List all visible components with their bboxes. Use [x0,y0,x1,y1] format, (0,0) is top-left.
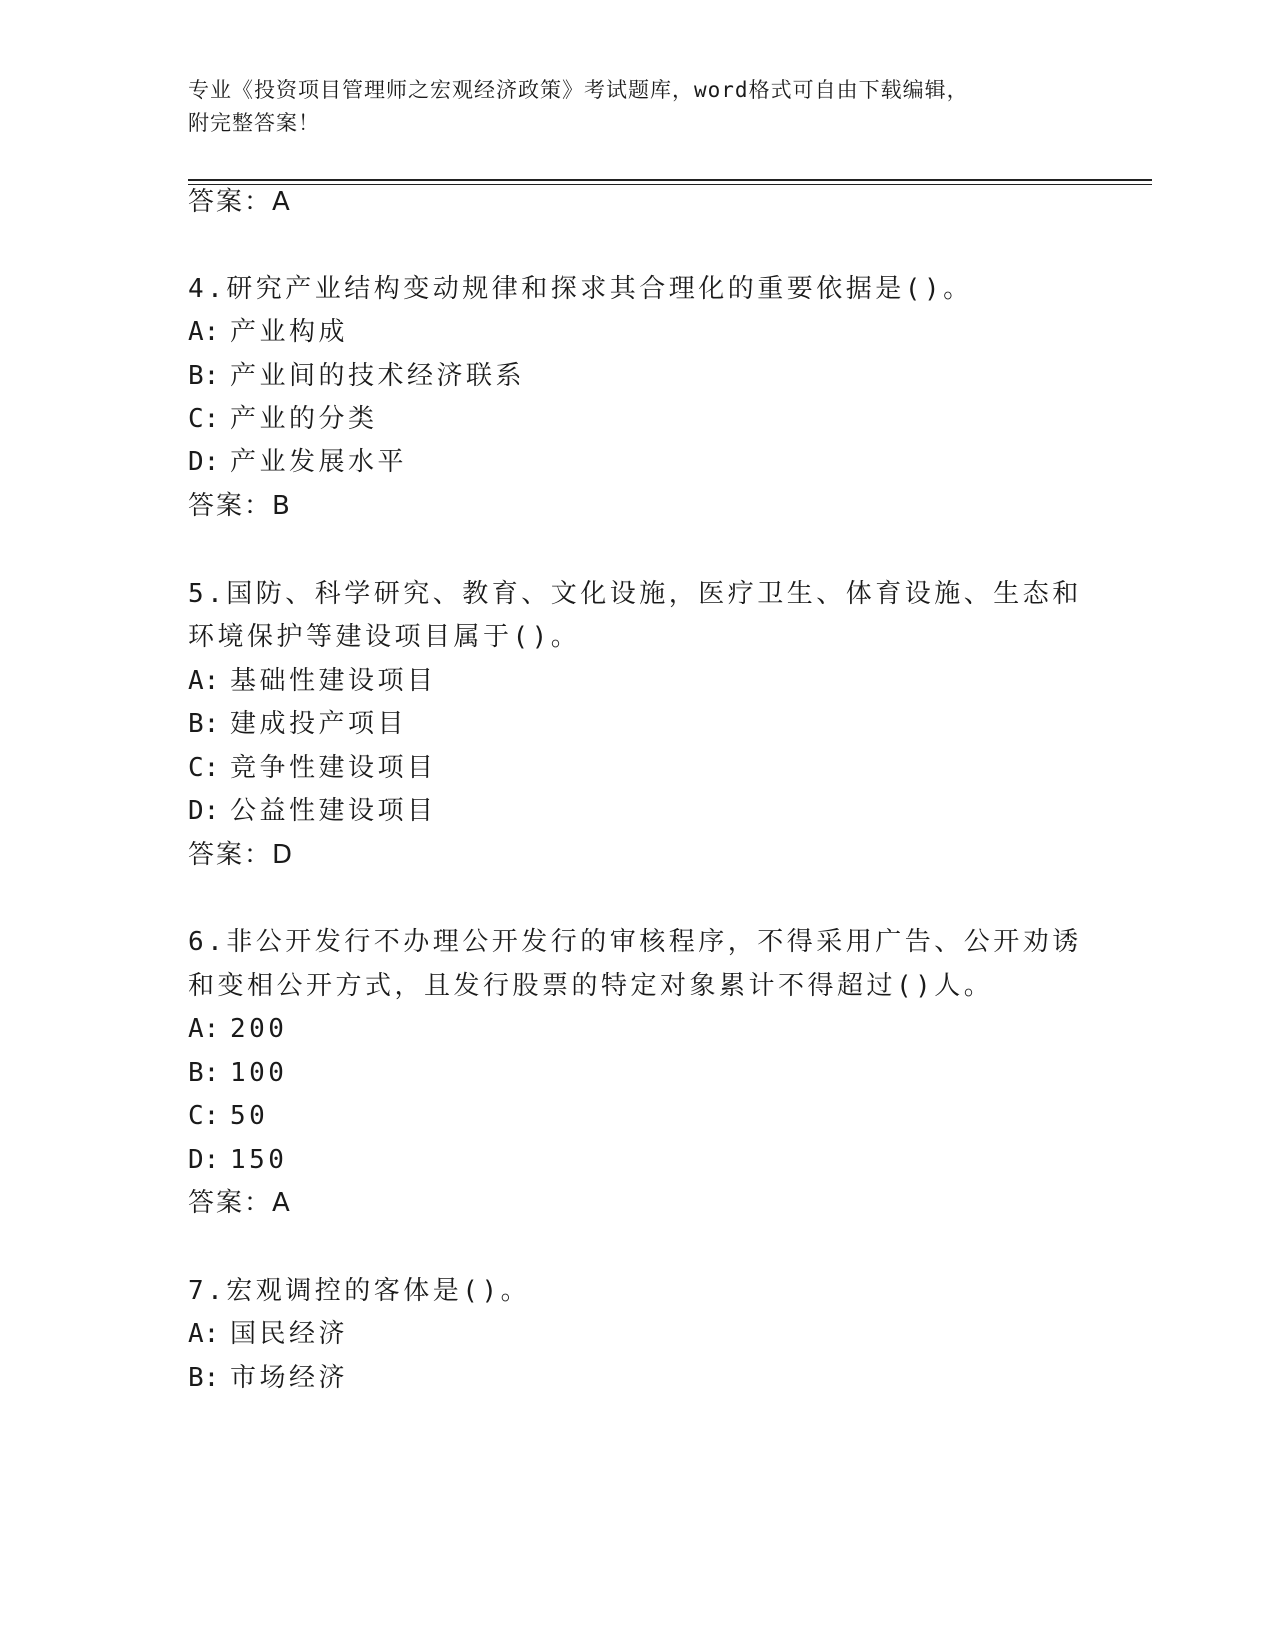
option-text: 50 [230,1101,269,1131]
answer-label: 答案： [188,840,273,870]
question-4-stem: 4.研究产业结构变动规律和探求其合理化的重要依据是()。 [188,274,973,304]
option-text: 国民经济 [230,1319,349,1349]
option-key: A: [188,317,220,347]
answer-label: 答案： [188,187,273,217]
question-6-stem-line-1: 6.非公开发行不办理公开发行的审核程序，不得采用广告、公开劝诱 [188,927,1082,957]
answer-value: A [272,1188,291,1218]
question-6-option-c [188,1098,268,1134]
question-6-option-b [188,1055,287,1091]
option-text: 公益性建设项目 [230,796,437,826]
option-key: C: [188,404,220,434]
answer-label: 答案： [188,1188,273,1218]
question-4-option-b [188,358,525,394]
question-6-option-a [188,1011,287,1047]
option-key: B: [188,1363,220,1393]
question-7-option-b [188,1360,348,1396]
answer-value: A [272,187,291,217]
answer-value: B [272,491,291,521]
option-key: A: [188,1319,220,1349]
option-key: D: [188,447,220,477]
question-4-answer [188,488,291,524]
option-key: D: [188,1145,220,1175]
question-6-answer [188,1185,291,1221]
question-5-stem-line-2: 环境保护等建设项目属于()。 [188,622,581,652]
option-key: C: [188,753,220,783]
option-text: 产业的分类 [230,404,378,434]
question-4-option-a [188,314,348,350]
option-text: 150 [230,1145,288,1175]
option-text: 100 [230,1058,288,1088]
option-text: 竞争性建设项目 [230,753,437,783]
question-4-option-d [188,444,407,480]
question-7-stem: 7.宏观调控的客体是()。 [188,1276,531,1306]
question-5-stem-line-1: 5.国防、科学研究、教育、文化设施，医疗卫生、体育设施、生态和 [188,579,1082,609]
option-key: D: [188,796,220,826]
option-text: 产业发展水平 [230,447,408,477]
option-text: 200 [230,1014,288,1044]
question-6-stem-line-2: 和变相公开方式，且发行股票的特定对象累计不得超过()人。 [188,971,994,1001]
option-text: 建成投产项目 [230,709,408,739]
question-5-answer [188,837,293,873]
document-header [188,74,1078,140]
option-key: B: [188,709,220,739]
question-5-option-d [188,793,437,829]
question-5-option-a [188,663,437,699]
option-key: C: [188,1101,220,1131]
question-5-option-c [188,750,437,786]
header-divider-thin [188,184,1152,185]
option-key: B: [188,361,220,391]
option-key: B: [188,1058,220,1088]
question-4-option-c [188,401,378,437]
question-5-option-b [188,706,407,742]
question-7-option-a [188,1316,348,1352]
prev-answer [188,184,291,220]
option-text: 产业间的技术经济联系 [230,361,526,391]
option-text: 基础性建设项目 [230,666,437,696]
header-divider-thick [188,179,1152,181]
answer-value: D [272,840,294,870]
option-key: A: [188,666,220,696]
option-text: 产业构成 [230,317,349,347]
option-text: 市场经济 [230,1363,349,1393]
answer-label: 答案： [188,491,273,521]
header-line-1: 专业《投资项目管理师之宏观经济政策》考试题库，word格式可自由下载编辑， [188,78,969,102]
option-key: A: [188,1014,220,1044]
question-6-option-d [188,1142,287,1178]
header-line-2: 附完整答案！ [188,111,320,135]
